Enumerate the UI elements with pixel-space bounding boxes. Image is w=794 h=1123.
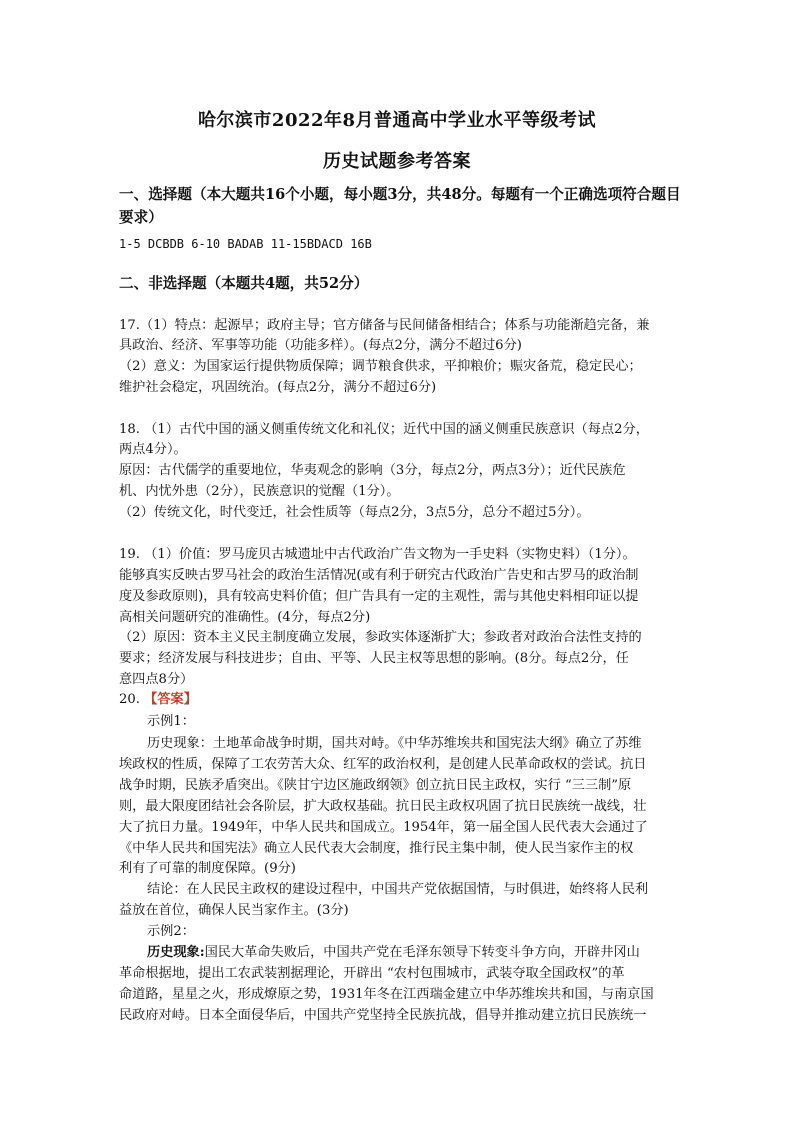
example2-line: 革命根据地，提出工农武装割据理论，开辟出 “农村包围城市，武装夺取全国政权”的革 (119, 966, 625, 981)
q19-line: 要求；经济发展与科技进步；自由、平等、人民主权等思想的影响。(8分。每点2分，任 (119, 651, 629, 666)
example1-line: 大了抗日力量。1949年，中华人民共和国成立。1954年，第一届全国人民代表大会通过了 (119, 820, 648, 835)
answer-tag: 【答案】 (144, 692, 197, 707)
q18-line: （2）传统文化，时代变迁，社会性质等（每点2分，3点5分，总分不超过5分）。 (119, 505, 590, 520)
example1-line: 历史现象：土地革命战争时期，国共对峙。《中华苏维埃共和国宪法大纲》确立了苏维 (147, 736, 642, 751)
q17-line: 维护社会稳定，巩固统治。(每点2分，满分不超过6分) (119, 380, 437, 395)
example1-line: 战争时期，民族矛盾突出。《陕甘宁边区施政纲领》创立抗日民主政权，实行 “三三制”原 (119, 778, 632, 793)
section1-answers: 1-5 DCBDB 6-10 BADAB 11-15BDACD 16B (119, 237, 372, 251)
example2-text: 国民大革命失败后，中国共产党在毛泽东领导下转变斗争方向，开辟井冈山 (204, 945, 640, 960)
example2-label: 示例2： (147, 924, 195, 939)
page-title: 哈尔滨市2022年8月普通高中学业水平等级考试 (197, 110, 597, 131)
q17-line: 具政治、经济、军事等功能（功能多样）。(每点2分，满分不超过6分) (119, 338, 522, 353)
q18-line: 两点4分）。 (119, 442, 187, 457)
q19-line: 能够真实反映古罗马社会的政治生活情况(或有利于研究古代政治广告史和古罗马的政治制 (119, 568, 639, 583)
q19-line: 高相关问题研究的准确性。(4分，每点2分) (119, 610, 371, 625)
q18-line: 18. （1）古代中国的涵义侧重传统文化和礼仪；近代中国的涵义侧重民族意识（每点2分， (119, 422, 649, 437)
example1-line: 利有了可靠的制度保障。(9分) (119, 861, 296, 876)
example1-label: 示例1： (147, 714, 195, 729)
example1-line: 埃政权的性质，保障了工农劳苦大众、红军的政治权利，是创建人民革命政权的尝试。抗日 (119, 757, 647, 772)
example2-line (147, 943, 707, 963)
q20-number: 20. (119, 692, 145, 707)
q19-line: 意四点8分） (119, 672, 194, 687)
example2-lead: 历史现象: (147, 945, 205, 960)
q20-header (119, 690, 679, 710)
example1-line: 《中华人民共和国宪法》确立人民代表大会制度，推行民主集中制，使人民当家作主的权 (119, 841, 634, 856)
q18-line: 原因：古代儒学的重要地位，华夷观念的影响（3分，每点2分，两点3分）；近代民族危 (119, 463, 626, 478)
section2-heading: 二、非选择题（本题共4题，共52分） (119, 275, 369, 292)
example2-line: 民政府对峙。日本全面侵华后，中国共产党坚持全民族抗战，倡导并推动建立抗日民族统一 (119, 1008, 647, 1023)
q19-line: 19. （1）价值：罗马庞贝古城遗址中古代政治广告文物为一手史料（实物史料）（1分）。 (119, 547, 636, 562)
example1-line: 则，最大限度团结社会各阶层，扩大政权基础。抗日民主政权巩固了抗日民族统一战线，壮 (119, 799, 647, 814)
q17-line: （2）意义：为国家运行提供物质保障；调节粮食供求，平抑粮价；赈灾备荒，稳定民心； (119, 359, 642, 374)
q17-line: 17.（1）特点：起源早；政府主导；官方储备与民间储备相结合；体系与功能渐趋完备，兼 (119, 318, 650, 333)
q19-line: 度及参政原则)，具有较高史料价值；但广告具有一定的主观性，需与其他史料相印证以提 (119, 589, 639, 604)
q18-line: 机、内忧外患（2分），民族意识的觉醒（1分）。 (119, 484, 400, 499)
example2-line: 命道路，星星之火，形成燎原之势，1931年冬在江西瑞金建立中华苏维埃共和国，与南京国 (119, 987, 654, 1002)
section1-heading-line1: 一、选择题（本大题共16个小题，每小题3分，共48分。每题有一个正确选项符合题目 (119, 186, 681, 203)
section1-heading-line2: 要求） (119, 209, 163, 226)
example1-conclusion: 结论：在人民民主政权的建设过程中，中国共产党依据国情，与时俱进，始终将人民利 (147, 882, 649, 897)
q19-line: （2）原因：资本主义民主制度确立发展，参政实体逐渐扩大；参政者对政治合法性支持的 (119, 630, 642, 645)
example1-conclusion: 益放在首位，确保人民当家作主。(3分) (119, 903, 349, 918)
page-subtitle: 历史试题参考答案 (323, 151, 471, 172)
